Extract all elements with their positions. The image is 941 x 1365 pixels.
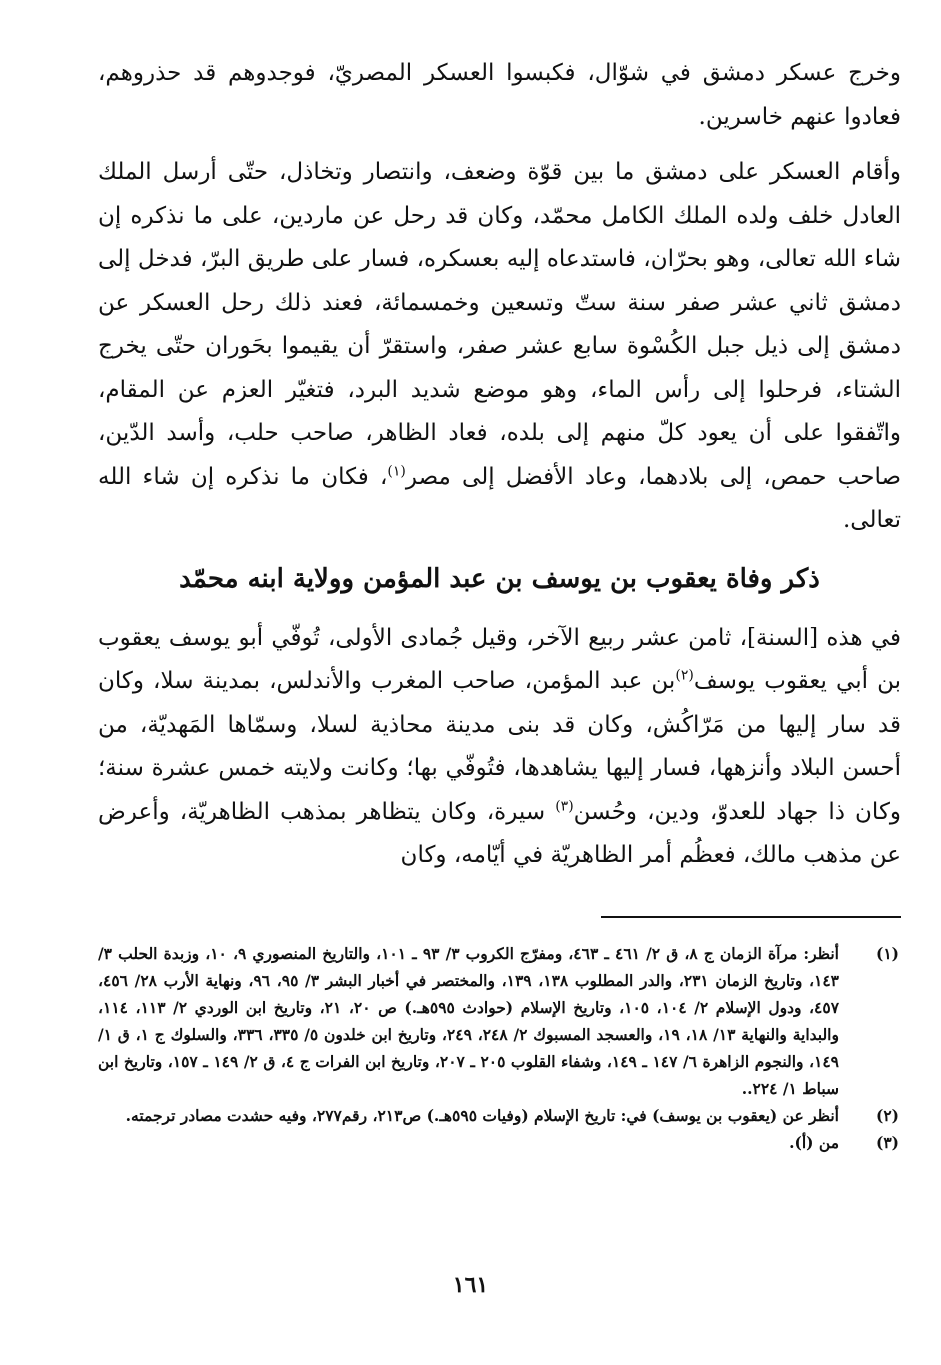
footnotes: [98, 940, 901, 1156]
footnote-text: أنظر عن (يعقوب بن يوسف) في: تاريخ الإسلام (وفيات ٥٩٥هـ.) ص٢١٣، رقم٢٧٧، وفيه حشدت مصادر ترجمته.: [125, 1105, 839, 1125]
paragraph-2-text-end: ، فكان ما نذكره إن شاء الله تعالى.: [98, 463, 901, 533]
page-number: ١٦١: [452, 1272, 489, 1298]
footnote-ref-2[interactable]: (٢): [675, 667, 694, 684]
footnote-text: أنظر: مرآة الزمان ج ٨، ق ٢/ ٤٦١ ـ ٤٦٣، ومفرّج الكروب ٣/ ٩٣ ـ ١٠١، والتاريخ المنصوري ٩، ١٠، وزبدة الحلب ٣/ ١٤٣، وتاريخ الزمان ٢٣١، والدر المطلوب ١٣٨، ١٣٩، والمختصر في أخبار البشر ٣/ ٩٥، ٩٦، ونهاية الأرب ٢٨/ ٤٥٦، ٤٥٧، ودول الإسلام ٢/ ١٠٤، ١٠٥، وتاريخ الإسلام (حوادث ٥٩٥هـ.) ص ٢٠، ٢١، وتاريخ ابن الوردي ٢/ ١١٣، ١١٤، والبداية والنهاية ١٣/ ١٨، ١٩، والعسجد المسبوك ٢/ ٢٤٨، ٢٤٩، وتاريخ ابن خلدون ٥/ ٣٣٥، ٣٣٦، والسلوك ج ١، ق ١/ ١٤٩، والنجوم الزاهرة ٦/ ١٤٧ ـ ١٤٩، وشفاء القلوب ٢٠٥ ـ ٢٠٧، وتاريخ ابن الفرات ج ٤، ق ٢/ ١٤٩ ـ ١٥٧، وتاريخ ابن سباط ١/ ٢٢٤..: [98, 943, 840, 1098]
paragraph-3-text-mid: بن عبد المؤمن، صاحب المغرب والأندلس، بمدينة سلا، وكان قد سار إليها من مَرّاكُش، وكان قد بنى مدينة محاذية لسلا، وسمّاها المَهديّة، من أحسن البلاد وأنزهها، فسار إليها يشاهدها، فتُوفّي بها؛ وكانت ولايته خمس عشرة سنة؛ وكان ذا جهاد للعدوّ، ودين، وحُسن: [98, 668, 901, 825]
section-heading: ذكر وفاة يعقوب بن يوسف بن عبد المؤمن وولاية ابنه محمّد: [179, 563, 820, 594]
paragraph-3-text-end: سيرة، وكان يتظاهر بمذهب الظاهريّة، وأعرض عن مذهب مالك، فعظُم أمر الظاهريّة في أيّامه، وكان: [98, 798, 901, 868]
footnote-3: [98, 1129, 901, 1156]
footnote-number: (٢): [875, 1105, 899, 1125]
footnote-ref-3[interactable]: (٣): [555, 797, 574, 814]
footnote-divider: [601, 916, 901, 918]
paragraph-1: [98, 52, 901, 139]
paragraph-3-text: في هذه [السنة]، ثامن عشر ربيع الآخر، وقيل جُمادى الأولى، تُوفّي أبو يوسف يعقوب بن أبي يعقوب يوسف: [98, 624, 901, 694]
footnote-text: من (أ).: [789, 1132, 839, 1152]
paragraph-1-text: وخرج عسكر دمشق في شوّال، فكبسوا العسكر المصريّ، فوجدوهم قد حذروهم، فعادوا عنهم خاسرين.: [98, 60, 901, 130]
paragraph-2-text: وأقام العسكر على دمشق ما بين قوّة وضعف، وانتصار وتخاذل، حتّى أرسل الملك العادل خلف ولده الملك الكامل محمّد، وكان قد رحل عن ماردين، على ما نذكره إن شاء الله تعالى، وهو بحرّان، فاستدعاه إليه بعسكره، فسار على طريق البرّ، فدخل إلى دمشق ثاني عشر صفر سنة ستّ وتسعين وخمسمائة، فعند ذلك رحل العسكر عن دمشق إلى ذيل جبل الكُسْوة سابع عشر صفر، واستقرّ أن يقيموا بحَوران حتّى يخرج الشتاء، فرحلوا إلى رأس الماء، وهو موضع شديد البرد، فتغيّر العزم عن المقام، واتّفقوا على أن يعود كلّ منهم إلى بلده، فعاد الظاهر، صاحب حلب، وأسد الدّين، صاحب حمص، إلى بلادهما، وعاد الأفضل إلى مصر: [98, 159, 901, 490]
paragraph-2: [98, 151, 901, 543]
footnote-number: (٣): [875, 1132, 899, 1152]
footnote-number: (١): [875, 943, 899, 963]
footnote-2: [98, 1102, 901, 1129]
footnote-ref-1[interactable]: (١): [387, 462, 406, 479]
paragraph-3: [98, 617, 901, 878]
footnote-1: [98, 940, 901, 1102]
